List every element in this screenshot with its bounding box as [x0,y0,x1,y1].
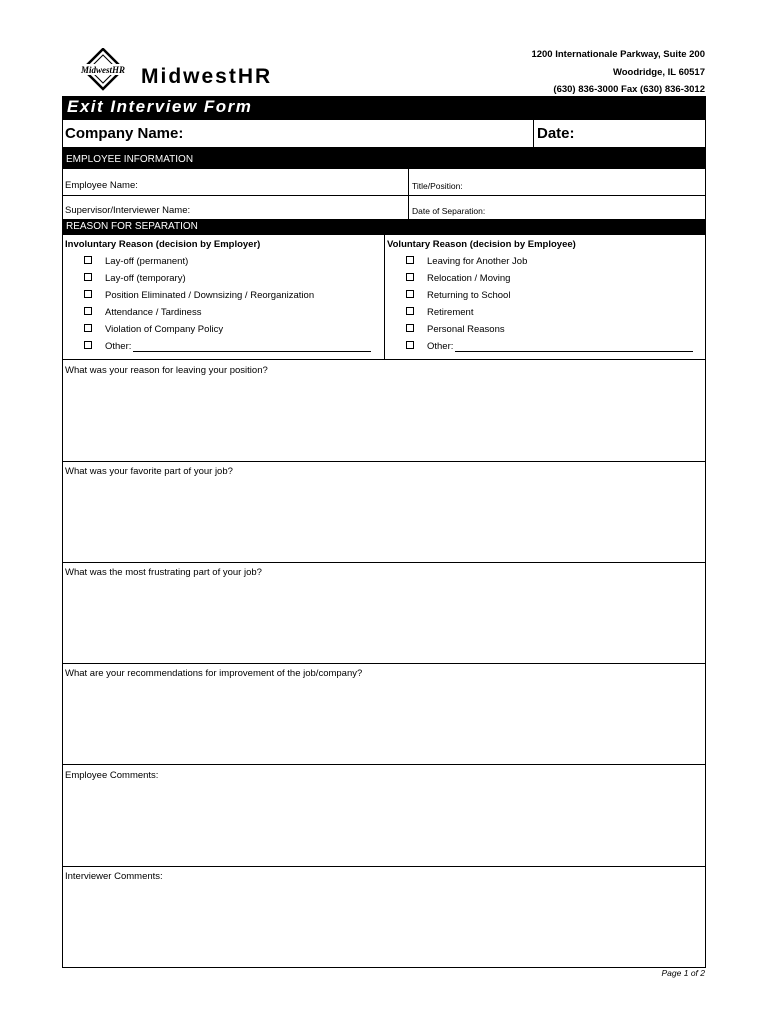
employee-row-divider [62,195,706,196]
option-policy-violation: Violation of Company Policy [105,324,224,335]
answer-reason-leaving[interactable] [64,378,704,459]
checkbox-attendance[interactable] [84,307,92,315]
checkbox-personal-reasons[interactable] [406,324,414,332]
midwesthr-logo [72,48,134,92]
employee-name-label: Employee Name: [65,180,138,191]
checkbox-voluntary-other[interactable] [406,341,414,349]
question-divider-1 [62,461,706,462]
employee-name-field[interactable] [150,172,406,193]
company-date-divider [533,120,534,147]
answer-interviewer-comments[interactable] [64,884,704,965]
title-position-label: Title/Position: [412,181,463,191]
question-recommendations: What are your recommendations for improvement of the job/company? [65,668,363,679]
address-line-1: 1200 Internationale Parkway, Suite 200 [531,49,705,60]
checkbox-layoff-temporary[interactable] [84,273,92,281]
option-layoff-permanent: Lay-off (permanent) [105,256,189,267]
option-personal-reasons: Personal Reasons [427,324,505,335]
checkbox-school[interactable] [406,290,414,298]
question-divider-4 [62,764,706,765]
logo-text: MidwestHR [80,65,126,75]
option-attendance: Attendance / Tardiness [105,307,202,318]
involuntary-reason-heading: Involuntary Reason (decision by Employer) [65,239,261,250]
option-retirement: Retirement [427,307,474,318]
voluntary-other-field[interactable] [455,351,693,352]
voluntary-reason-heading: Voluntary Reason (decision by Employee) [387,239,576,250]
checkbox-policy-violation[interactable] [84,324,92,332]
title-position-field[interactable] [470,172,704,193]
phone-fax-line: (630) 836-3000 Fax (630) 836-3012 [553,84,705,95]
answer-most-frustrating[interactable] [64,580,704,661]
question-most-frustrating: What was the most frustrating part of your job? [65,567,262,578]
form-title: Exit Interview Form [62,96,706,120]
company-name-field[interactable] [185,122,530,146]
reason-for-separation-header: REASON FOR SEPARATION [62,219,706,235]
option-position-eliminated: Position Eliminated / Downsizing / Reorganization [105,290,315,301]
company-name-label: Company Name: [65,125,184,142]
checkbox-relocation[interactable] [406,273,414,281]
option-school: Returning to School [427,290,511,301]
question-reason-leaving: What was your reason for leaving your position? [65,365,268,376]
question-interviewer-comments: Interviewer Comments: [65,871,163,882]
option-involuntary-other: Other: [105,341,132,352]
checkbox-position-eliminated[interactable] [84,290,92,298]
question-divider-3 [62,663,706,664]
checkbox-involuntary-other[interactable] [84,341,92,349]
employee-information-header: EMPLOYEE INFORMATION [62,147,706,169]
employee-info-divider [408,169,409,219]
reason-bottom-divider [62,359,706,360]
reason-divider [384,235,385,359]
question-favorite-part: What was your favorite part of your job? [65,466,233,477]
checkbox-another-job[interactable] [406,256,414,264]
supervisor-label: Supervisor/Interviewer Name: [65,205,191,216]
date-of-separation-label: Date of Separation: [412,206,486,216]
option-another-job: Leaving for Another Job [427,256,528,267]
checkbox-layoff-permanent[interactable] [84,256,92,264]
answer-favorite-part[interactable] [64,479,704,560]
involuntary-other-field[interactable] [133,351,371,352]
option-layoff-temporary: Lay-off (temporary) [105,273,186,284]
brand-name: MidwestHR [141,65,273,88]
address-line-2: Woodridge, IL 60517 [612,67,705,78]
page-number: Page 1 of 2 [661,968,705,978]
question-employee-comments: Employee Comments: [65,770,159,781]
supervisor-field[interactable] [198,197,406,218]
question-divider-5 [62,866,706,867]
question-divider-2 [62,562,706,563]
date-field[interactable] [576,122,704,146]
option-voluntary-other: Other: [427,341,454,352]
option-relocation: Relocation / Moving [427,273,511,284]
date-of-separation-field[interactable] [492,197,704,218]
checkbox-retirement[interactable] [406,307,414,315]
answer-employee-comments[interactable] [64,783,704,864]
answer-recommendations[interactable] [64,681,704,762]
date-label: Date: [537,125,575,142]
